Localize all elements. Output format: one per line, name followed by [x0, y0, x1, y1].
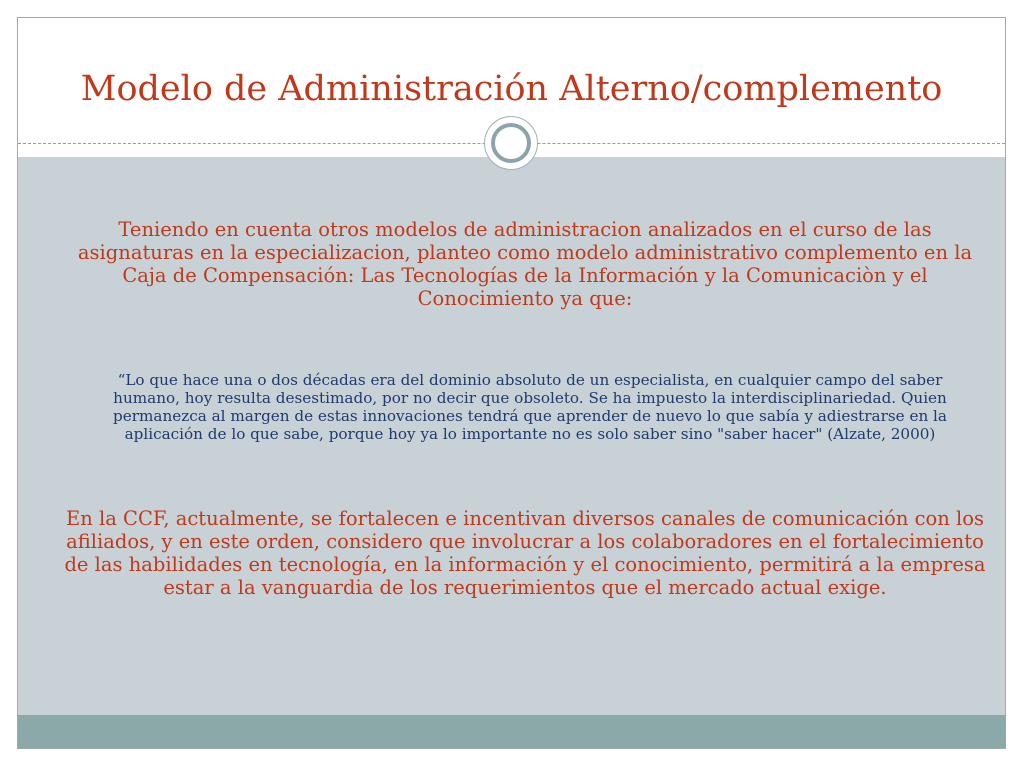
footer-band	[18, 715, 1005, 748]
conclusion-paragraph: En la CCF, actualmente, se fortalecen e incentivan diversos canales de comunicación con los afiliados, y en este orden, considero que involucrar a los colaboradores en el fortalecimiento de las habilidades en tecnología, en la información y el conocimiento, permitirá a la empresa estar a la vanguardia de los requerimientos que el mercado actual exige.	[64, 507, 986, 599]
quote-paragraph: “Lo que hace una o dos décadas era del dominio absoluto de un especialista, en cualquier campo del saber humano, hoy resulta desestimado, por no decir que obsoleto. Se ha impuesto la interdisciplinariedad. Quien permanezca al margen de estas innovaciones tendrá que aprender de nuevo lo que sabía y adiestrarse en la aplicación de lo que sabe, porque hoy ya lo importante no es solo saber sino "saber hacer" (Alzate, 2000)	[113, 371, 947, 443]
circle-ornament-icon	[484, 116, 538, 170]
slide-title: Modelo de Administración Alterno/complemento	[80, 69, 943, 109]
ring-icon	[491, 123, 531, 163]
intro-paragraph: Teniendo en cuenta otros modelos de administracion analizados en el curso de las asignaturas en la especializacion, planteo como modelo administrativo complemento en la Caja de Compensación: Las Tecnologías de la Información y la Comunicaciòn y el Conocimiento ya que:	[77, 218, 973, 310]
